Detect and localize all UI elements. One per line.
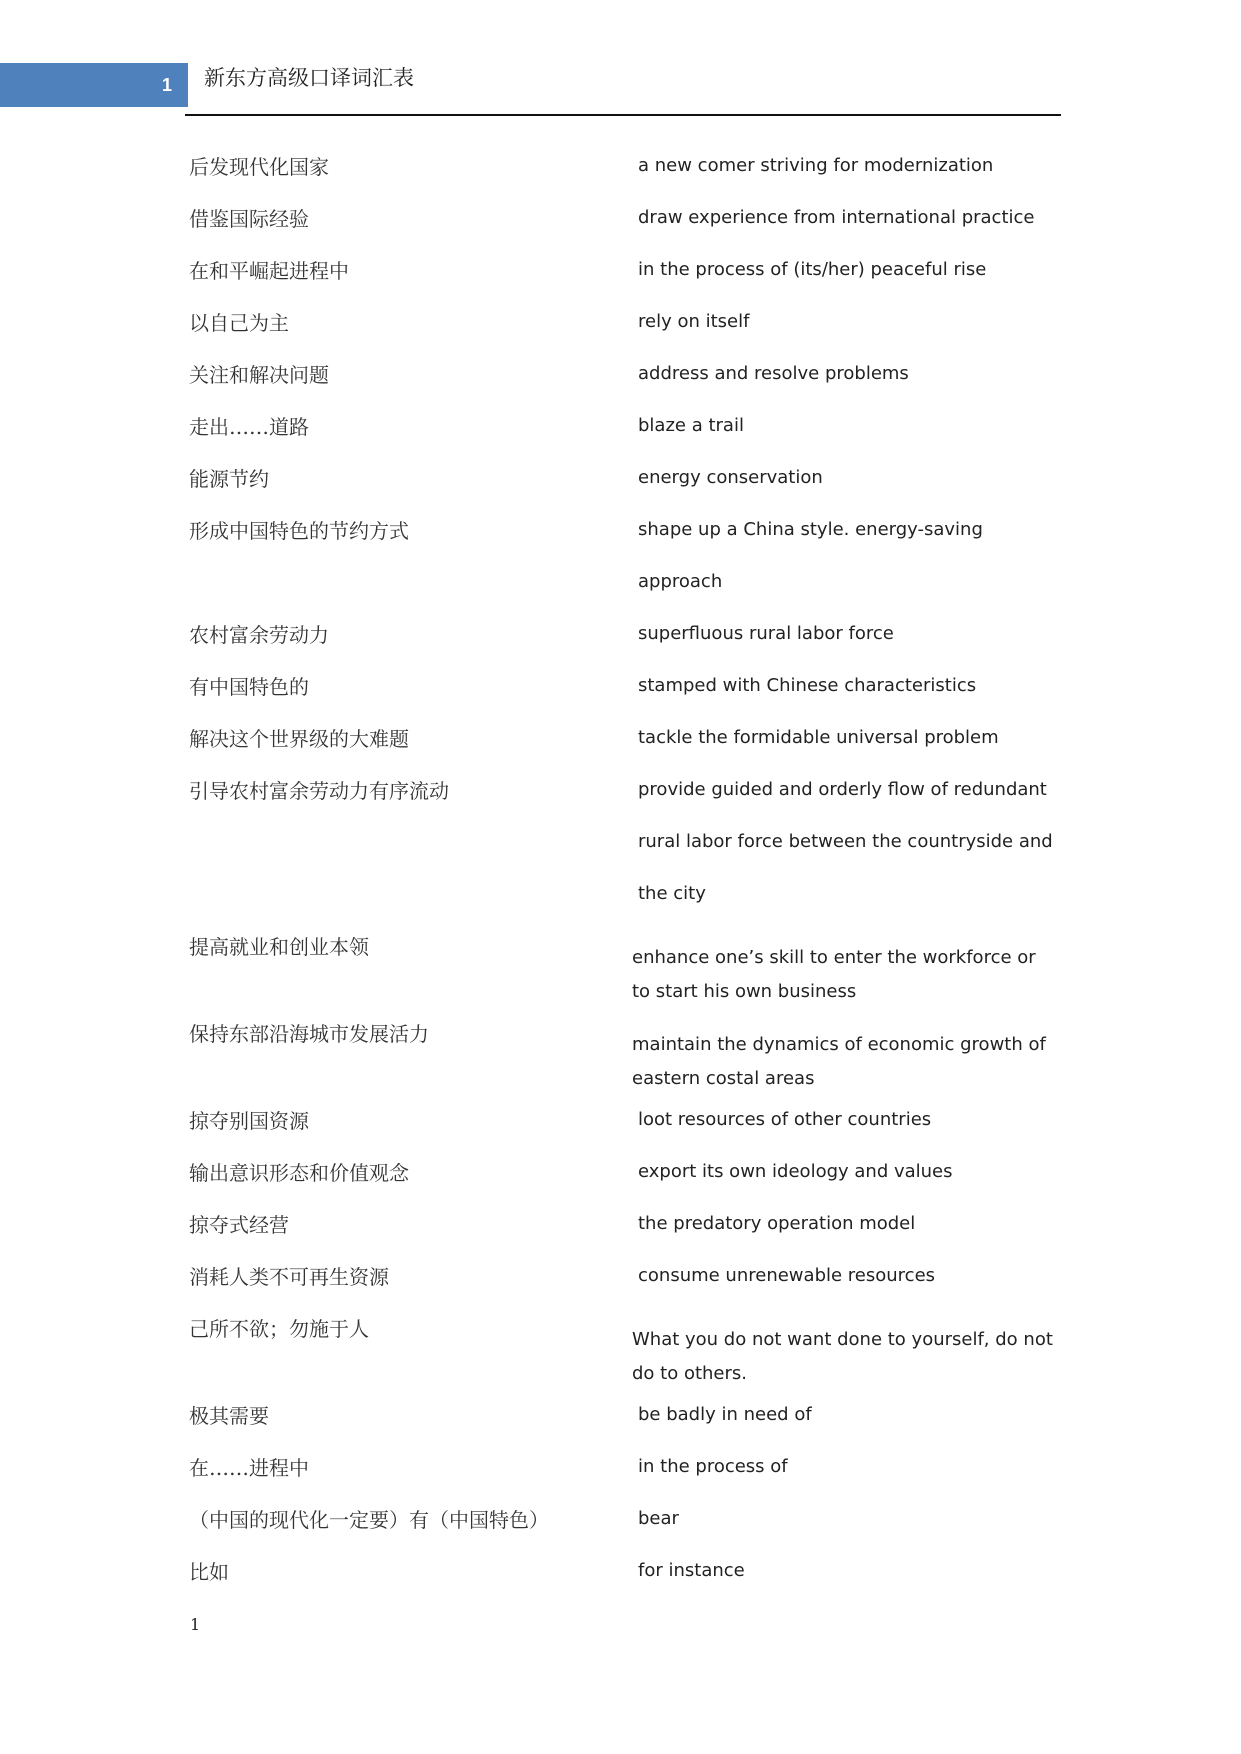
chinese-term: 比如 — [189, 1560, 229, 1584]
chinese-term: 在和平崛起进程中 — [189, 259, 349, 283]
english-translation: export its own ideology and values — [638, 1161, 953, 1182]
english-translation: for instance — [638, 1560, 745, 1581]
chinese-term: 农村富余劳动力 — [189, 623, 329, 647]
english-translation: energy conservation — [638, 467, 823, 488]
chinese-term: 能源节约 — [189, 467, 269, 491]
header-page-number: 1 — [161, 75, 172, 95]
document-title: 新东方高级口译词汇表 — [204, 66, 414, 90]
chinese-term: 在……进程中 — [189, 1456, 309, 1480]
header-divider — [185, 114, 1061, 116]
english-translation: the predatory operation model — [638, 1213, 916, 1234]
english-translation: consume unrenewable resources — [638, 1265, 936, 1286]
chinese-term: 后发现代化国家 — [189, 155, 329, 179]
english-translation: maintain the dynamics of economic growth of eastern costal areas — [632, 1034, 1046, 1089]
chinese-term: 有中国特色的 — [189, 675, 309, 699]
header-page-tab — [0, 63, 188, 107]
english-translation: be badly in need of — [638, 1404, 812, 1425]
english-translation: in the process of (its/her) peaceful rise — [638, 259, 987, 280]
chinese-term: 保持东部沿海城市发展活力 — [189, 1022, 429, 1046]
chinese-term: 借鉴国际经验 — [189, 207, 309, 231]
chinese-term: 消耗人类不可再生资源 — [189, 1265, 389, 1289]
chinese-term: 掠夺别国资源 — [189, 1109, 309, 1133]
chinese-term: 掠夺式经营 — [189, 1213, 289, 1237]
english-translation: address and resolve problems — [638, 363, 909, 384]
chinese-term: 以自己为主 — [189, 311, 289, 335]
chinese-term: 解决这个世界级的大难题 — [189, 727, 409, 751]
footer-page-number: 1 — [190, 1615, 201, 1634]
english-translation: draw experience from international practice — [638, 207, 1035, 228]
chinese-term: 走出……道路 — [189, 415, 309, 439]
chinese-term: 输出意识形态和价值观念 — [189, 1161, 409, 1185]
english-translation: stamped with Chinese characteristics — [638, 675, 977, 696]
english-translation: shape up a China style. energy-saving approach — [638, 519, 983, 592]
chinese-term: （中国的现代化一定要）有（中国特色） — [189, 1508, 549, 1532]
english-translation: a new comer striving for modernization — [638, 155, 994, 176]
english-translation: What you do not want done to yourself, do not do to others. — [632, 1329, 1053, 1384]
english-translation: in the process of — [638, 1456, 788, 1477]
chinese-term: 提高就业和创业本领 — [189, 935, 369, 959]
chinese-term: 关注和解决问题 — [189, 363, 329, 387]
english-translation: tackle the formidable universal problem — [638, 727, 999, 748]
english-translation: loot resources of other countries — [638, 1109, 932, 1130]
english-translation: bear — [638, 1508, 679, 1529]
english-translation: enhance one’s skill to enter the workforce or to start his own business — [632, 947, 1036, 1002]
chinese-term: 己所不欲；勿施于人 — [189, 1317, 369, 1341]
chinese-term: 形成中国特色的节约方式 — [189, 519, 409, 543]
english-translation: provide guided and orderly flow of redundant rural labor force between the countryside and the city — [638, 779, 1053, 904]
english-translation: blaze a trail — [638, 415, 744, 436]
english-translation: superfluous rural labor force — [638, 623, 894, 644]
english-translation: rely on itself — [638, 311, 750, 332]
chinese-term: 引导农村富余劳动力有序流动 — [189, 779, 449, 803]
chinese-term: 极其需要 — [189, 1404, 269, 1428]
